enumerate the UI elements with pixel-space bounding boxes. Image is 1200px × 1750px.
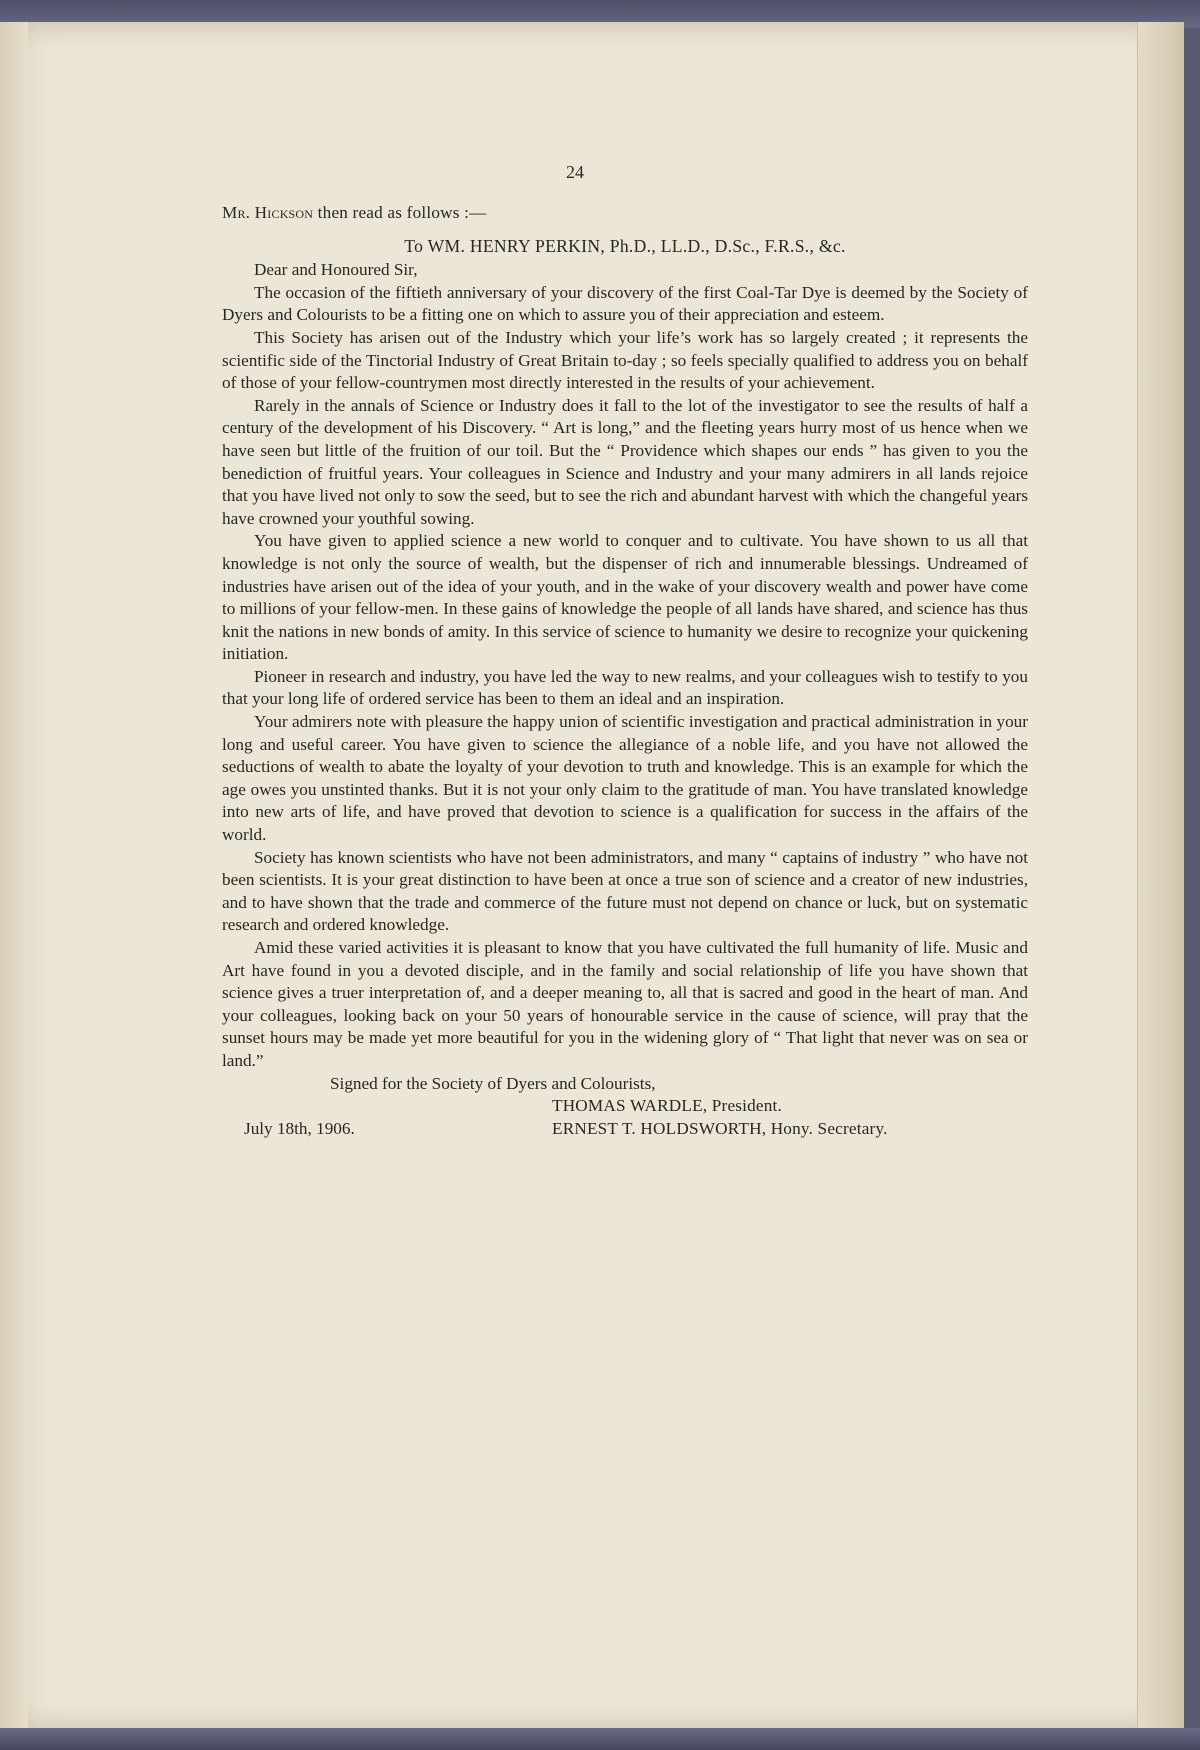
signature-row-secretary [222,1118,1028,1141]
paragraph: Society has known scientists who have not been administrators, and many “ captains of industry ” who have not been scientists. It is your great distinction to have been at once a true son of science and a creator of new industries, and to have shown that the trade and commerce of the future must not depend on chance or luck, but on systematic research and ordered knowledge. [222,847,1028,935]
paragraph: This Society has arisen out of the Industry which your life’s work has so largely created ; it represents the scientific side of the Tinctorial Industry of Great Britain to-day ; so feels specially qualified to address you on behalf of those of your fellow-countrymen most directly interested in the results of your achievement. [222,327,1028,393]
paragraph: Your admirers note with pleasure the happy union of scientific investigation and practical administration in your long and useful career. You have given to science the allegiance of a noble life, and you have not allowed the seductions of wealth to abate the loyalty of your devotion to truth and knowledge. This is an example for which the age owes you unstinted thanks. But it is not your only claim to the gratitude of man. You have translated knowledge into new arts of life, and have proved that devotion to science is a qualification for success in the affairs of the world. [222,712,1028,845]
paragraph: The occasion of the fiftieth anniversary of your discovery of the first Coal-Tar Dye is deemed by the Society of Dyers and Colourists to be a fitting one on which to assure you of their appreciation and esteem. [222,282,1028,325]
intro-line [222,202,1028,225]
letter-date: July 18th, 1906. [244,1118,355,1138]
signature-row-president [222,1095,1028,1118]
paragraph: You have given to applied science a new world to conquer and to cultivate. You have shown to us all that knowledge is not only the source of wealth, but the dispenser of rich and innumerable blessings. Undreamed of industries have arisen out of the idea of your youth, and in the wake of your discovery wealth and power have come to millions of your fellow-men. In these gains of knowledge the people of all lands have shared, and science has thus knit the nations in new bonds of amity. In this service of science to humanity we desire to recognize your quickening initiation. [222,531,1028,664]
document-page [0,22,1184,1730]
paragraph: Pioneer in research and industry, you have led the way to new realms, and your colleagues wish to testify to you that your long life of ordered service has been to them an ideal and an inspiration. [222,666,1028,709]
salutation: Dear and Honoured Sir, [254,260,418,280]
intro-text: then read as follows :— [317,203,487,222]
signed-for-line: Signed for the Society of Dyers and Colourists, [330,1073,656,1093]
letter-body [222,202,1028,1140]
page-number: 24 [566,162,584,182]
intro-speaker: Mr. Hickson [222,203,314,222]
book-binding-bottom [0,1728,1200,1750]
page-edge-stack [1137,22,1184,1730]
paragraph: Rarely in the annals of Science or Industry does it fall to the lot of the investigator to see the results of half a century of the development of his Discovery. “ Art is long,” and the fleeting years hurry most of us hence when we have seen but little of the fruition of our toil. But the “ Providence which shapes our ends ” has given to you the benediction of fruitful years. Your colleagues in Science and Industry and your many admirers in all lands rejoice that you have lived not only to sow the seed, but to see the rich and abundant harvest with which the changeful years have crowned your youthful sowing. [222,395,1028,528]
secretary-signature: ERNEST T. HOLDSWORTH, Hony. Secretary. [552,1118,888,1138]
page-gutter [0,22,28,1730]
president-signature: THOMAS WARDLE, President. [552,1096,783,1116]
paragraph: Amid these varied activities it is pleasant to know that you have cultivated the full humanity of life. Music and Art have found in you a devoted disciple, and in the family and social relationship of life you have shown that science gives a truer interpretation of, and a deeper meaning to, all that is sacred and good in the heart of man. And your colleagues, looking back on your 50 years of honourable service in the cause of science, will pray that the sunset hours may be made yet more beautiful for you in the widening glory of “ That light that never was on sea or land.” [222,938,1028,1070]
address-line: To WM. HENRY PERKIN, Ph.D., LL.D., D.Sc., F.R.S., &c. [404,235,846,256]
